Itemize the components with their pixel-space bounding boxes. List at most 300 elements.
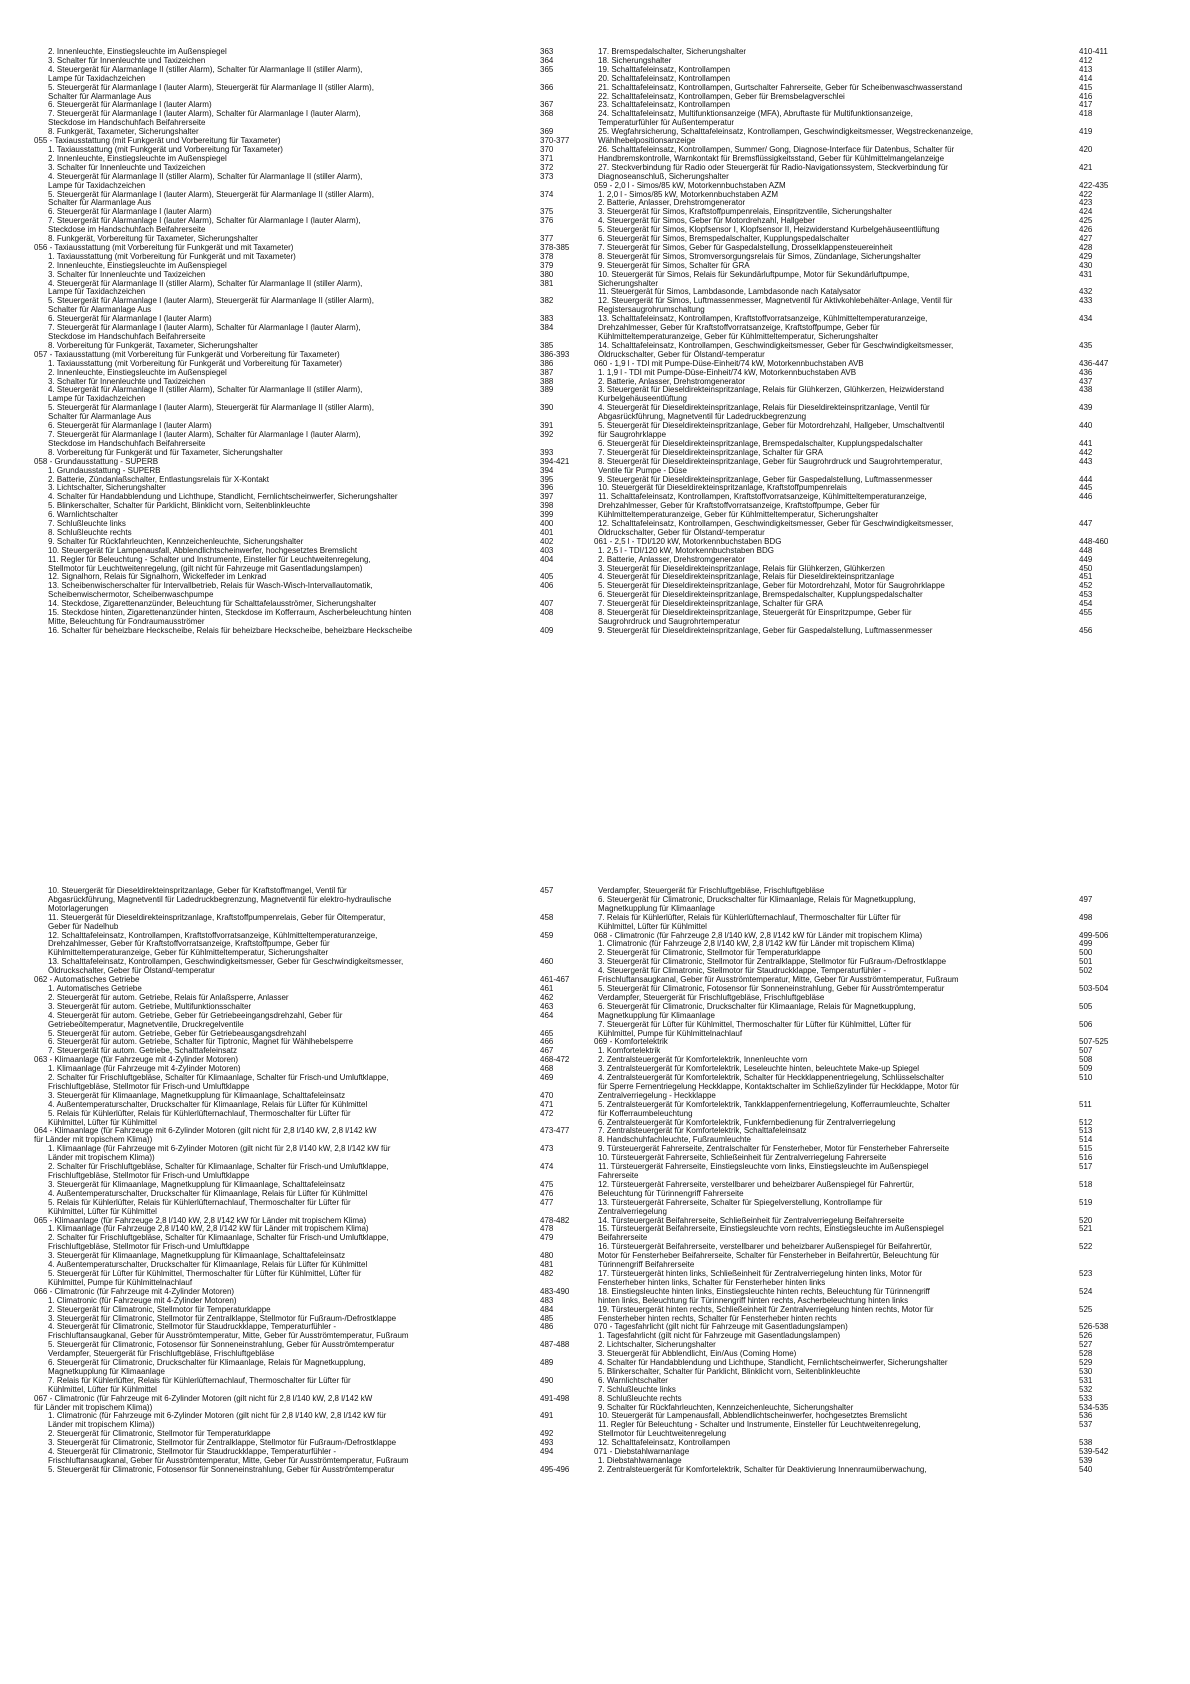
toc-entry-page: 449 — [1079, 554, 1093, 564]
toc-entry-page: 424 — [1079, 207, 1093, 217]
toc-entry-page: 534-535 — [1079, 1402, 1109, 1412]
toc-entry-page: 470 — [540, 1090, 554, 1100]
toc-entry — [48, 1162, 554, 1181]
toc-entry — [48, 501, 554, 511]
toc-entry-title: 10. Steuergerät für Dieseldirekteinspritzanlage, Geber für Kraftstoffmangel, Ventil für Abgasrückführung, Magnetventil für Ladedruckbegrenzung, Magnetventil für elektro-hydraulische Motorlagerungen — [48, 886, 392, 913]
toc-entry-title: 7. Schlußleuchte links — [598, 1384, 676, 1394]
toc-entry-title: 2. Batterie, Anlasser, Drehstromgenerator — [598, 376, 746, 386]
toc-entry-page: 461 — [540, 983, 554, 993]
toc-entry-page: 401 — [540, 527, 554, 537]
toc-entry-page: 532 — [1079, 1384, 1093, 1394]
toc-entry-title: 1. Taxiausstattung (mit Vorbereitung für Funkgerät und mit Taxameter) — [48, 251, 296, 261]
toc-entry-page: 478 — [540, 1224, 554, 1234]
toc-entry-title: 063 - Klimaanlage (für Fahrzeuge mit 4-Zylinder Motoren) — [34, 1055, 239, 1065]
toc-entry-page: 530 — [1079, 1366, 1093, 1376]
toc-entry-page: 443 — [1079, 456, 1093, 466]
toc-entry-title: 3. Schalter für Innenleuchte und Taxizeichen — [48, 162, 206, 172]
toc-entry-page: 487-488 — [540, 1340, 570, 1350]
toc-entry-page: 520 — [1079, 1215, 1093, 1225]
toc-entry — [48, 957, 554, 976]
toc-entry-title: 7. Steuergerät für Dieseldirekteinspritzanlage, Schalter für GRA — [598, 447, 823, 457]
toc-entry-title: 067 - Climatronic (für Fahrzeuge mit 6-Zylinder Motoren (gilt nicht für 2,8 l/140 kW, 2,8 l/142 kW für Länder mit tropischem Klima)) — [34, 1393, 373, 1412]
toc-entry-page: 427 — [1079, 234, 1093, 244]
toc-entry-title: 3. Schalter für Innenleuchte und Taxizeichen — [48, 269, 206, 279]
toc-entry-page: 412 — [1079, 55, 1093, 65]
toc-entry-page: 365 — [540, 64, 554, 74]
toc-entry — [48, 1322, 554, 1341]
toc-entry-title: 065 - Klimaanlage (für Fahrzeuge 2,8 l/140 kW, 2,8 l/142 kW für Länder mit tropischem Klima) — [34, 1215, 367, 1225]
toc-entry — [48, 1340, 570, 1359]
toc-entry-page: 368 — [540, 109, 554, 119]
toc-entry-title: 2. Innenleuchte, Einstiegsleuchte im Außenspiegel — [48, 47, 227, 56]
toc-entry — [48, 1010, 554, 1030]
toc-entry-title: 5. Steuergerät für Climatronic, Fotosensor für Sonneneinstrahlung, Geber für Ausströmtemperatur — [48, 1464, 395, 1474]
toc-entry-title: 9. Schalter für Rückfahrleuchten, Kennzeichenleuchte, Sicherungshalter — [598, 1402, 854, 1412]
toc-section-heading — [594, 1037, 1117, 1047]
toc-entry-page: 464 — [540, 1010, 554, 1020]
toc-entry-page: 480 — [540, 1251, 554, 1261]
toc-entry-title: 6. Steuergerät für Climatronic, Druckschalter für Klimaanlage, Relais für Magnetkupplung, Magnetkupplung für Klimaanlage — [598, 894, 916, 913]
toc-entry-page: 374 — [540, 189, 554, 199]
toc-entry-page: 499 — [1079, 939, 1093, 949]
toc-entry-title: 13. Scheibenwischerschalter für Intervallbetrieb, Relais für Wasch-Wisch-Intervallautomatik, Scheibenwischermotor, Scheibenwaschpumpe — [48, 581, 373, 600]
toc-entry-title: 5. Steuergerät für Dieseldirekteinspritzanlage, Geber für Motordrehzahl, Hallgeber, Umschaltventil für Saugrohrklappe — [598, 421, 945, 439]
toc-entry-page: 510 — [1079, 1073, 1093, 1083]
toc-entry-title: 059 - 2,0 l - Simos/85 kW, Motorkennbuchstaben AZM — [594, 180, 786, 190]
toc-entry-page: 393 — [540, 447, 554, 457]
toc-entry — [598, 271, 1117, 289]
toc-entry-title: 069 - Komfortelektrik — [594, 1037, 668, 1047]
toc-entry-title: 7. Relais für Kühlerlüfter, Relais für Kühlerlüfternachlauf, Thermoschalter für Lüfter für Kühlmittel, Lüfter für Kühlmittel — [48, 1375, 351, 1394]
toc-entry-title: 6. Steuergerät für Climatronic, Druckschalter für Klimaanlage, Relais für Magnetkupplung, Magnetkupplung für Klimaanlage — [598, 1001, 916, 1020]
toc-entry — [598, 609, 1117, 627]
toc-entry — [598, 1181, 1117, 1199]
toc-entry-title: 12. Signalhorn, Relais für Signalhorn, Wickelfeder im Lenkrad — [48, 572, 267, 582]
toc-entry-page: 426 — [1079, 225, 1093, 235]
toc-entry-title: 2. Steuergerät für autom. Getriebe, Relais für Anlaßsperre, Anlasser — [48, 992, 289, 1002]
toc-entry-page: 418 — [1079, 109, 1093, 119]
toc-entry — [598, 1021, 1117, 1039]
toc-entry-page: 529 — [1079, 1358, 1093, 1368]
toc-entry-title: 5. Steuergerät für Alarmanlage I (lauter Alarm), Steuergerät für Alarmanlage II (stiller Alarm), Schalter für Alarmanlage Aus — [48, 82, 374, 101]
toc-entry-title: 2. Batterie, Zündanlaßschalter, Entlastungsrelais für X-Kontakt — [48, 474, 270, 484]
toc-entry-page: 506 — [1079, 1019, 1093, 1029]
toc-entry-page: 430 — [1079, 260, 1093, 270]
toc-entry — [48, 554, 554, 574]
toc-entry-page: 420 — [1079, 144, 1093, 154]
toc-entry-title: 2. Steuergerät für Climatronic, Stellmotor für Temperaturklappe — [48, 1304, 271, 1314]
toc-entry-page: 372 — [540, 162, 554, 172]
toc-entry-page: 513 — [1079, 1126, 1093, 1136]
toc-entry-title: 10. Türsteuergerät Fahrerseite, Schließeinheit für Zentralverriegelung Fahrerseite — [598, 1153, 887, 1163]
toc-entry-page: 375 — [540, 207, 554, 217]
toc-entry-title: 14. Schalttafeleinsatz, Kontrollampen, Geschwindigkeitsmesser, Geber für Geschwindigkeitsmesser, Öldruckschalter, Geber für Ölstand/-temperatur — [598, 340, 954, 359]
toc-entry-page: 442 — [1079, 447, 1093, 457]
toc-entry-title: 9. Steuergerät für Dieseldirekteinspritzanlage, Geber für Gaspedalstellung, Luftmassenmesser — [598, 625, 933, 635]
toc-entry-page: 508 — [1079, 1055, 1093, 1065]
toc-entry-page: 380 — [540, 269, 554, 279]
toc-entry-page: 381 — [540, 278, 554, 288]
toc-entry — [598, 404, 1117, 422]
toc-entry-title: 060 - 1,9 l - TDI mit Pumpe-Düse-Einheit/74 kW, Motorkennbuchstaben AVB — [594, 358, 864, 368]
toc-entry-title: 5. Steuergerät für Dieseldirekteinspritzanlage, Geber für Motordrehzahl, Motor für Saugrohrklappe — [598, 581, 945, 591]
toc-entry-page: 390 — [540, 403, 554, 413]
toc-column-bottom-left — [34, 886, 570, 1475]
toc-entry-page: 436-447 — [1079, 358, 1109, 368]
toc-entry — [48, 171, 554, 191]
toc-entry — [598, 914, 1117, 932]
toc-entry-title: 071 - Diebstahlwarnanlage — [594, 1447, 690, 1457]
toc-entry-page: 410-411 — [1079, 47, 1108, 56]
toc-entry-page: 444 — [1079, 474, 1093, 484]
toc-entry — [598, 1270, 1117, 1288]
toc-entry-page: 461-467 — [540, 975, 570, 985]
toc-entry — [48, 1233, 554, 1252]
toc-entry-title: 8. Funkgerät, Taxameter, Sicherungshalter — [48, 127, 199, 137]
toc-entry-title: 5. Relais für Kühlerlüfter, Relais für Kühlerlüfternachlauf, Thermoschalter für Lüfter für Kühlmittel, Lüfter für Kühlmittel — [48, 1108, 351, 1127]
toc-entry-title: 6. Steuergerät für Alarmanlage I (lauter Alarm) — [48, 314, 212, 324]
toc-entry — [48, 323, 554, 342]
toc-entry-page: 440 — [1079, 421, 1093, 431]
toc-entry-title: 2. Innenleuchte, Einstiegsleuchte im Außenspiegel — [48, 153, 227, 163]
toc-entry — [48, 403, 554, 422]
toc-entry-title: 21. Schalttafeleinsatz, Kontrollampen, Gurtschalter Fahrerseite, Geber für Scheibenwaschwasserstand — [598, 82, 963, 92]
toc-entry-title: 061 - 2,5 l - TDI/120 kW, Motorkennbuchstaben BDG — [594, 536, 782, 546]
toc-entry-page: 477 — [540, 1197, 554, 1207]
toc-entry-page: 394 — [540, 465, 554, 475]
toc-entry — [48, 930, 554, 959]
toc-entry — [598, 493, 1117, 520]
toc-entry-title: 1. Climatronic (für Fahrzeuge mit 4-Zylinder Motoren) — [48, 1295, 237, 1305]
toc-entry-title: 058 - Grundausstattung - SUPERB — [34, 456, 159, 466]
toc-entry-page: 386-393 — [540, 349, 570, 359]
toc-entry-title: 1. 2,5 l - TDI/120 kW, Motorkennbuchstaben BDG — [598, 545, 774, 555]
toc-entry-title: 15. Steckdose hinten, Zigarettenanzünder hinten, Steckdose im Kofferraum, Ascherbeleuchtung hinten Mitte, Beleuchtung für Fondraumausströmer — [48, 608, 412, 626]
toc-entry-title: 10. Steuergerät für Lampenausfall, Abblendlichtscheinwerfer, hochgesetztes Bremslicht — [598, 1411, 908, 1421]
toc-entry-title: 17. Türsteuergerät hinten links, Schließeinheit für Zentralverriegelung hinten links, Motor für Fensterheber hinten links, Schalter für Fensterheber hinten links — [598, 1268, 923, 1287]
toc-entry-page: 458 — [540, 912, 554, 922]
toc-entry-page: 471 — [540, 1099, 554, 1109]
toc-entry-title: 11. Schalttafeleinsatz, Kontrollampen, Kraftstoffvorratsanzeige, Kühlmitteltemperaturanzeige, Drehzahlmesser, Geber für Kraftstoffvorratsanzeige, Kraftstoffpumpe, Geber für Kühlmitteltemperaturanzeige, Geber für Kühlmitteltemperatur, Sicherungshalter — [598, 492, 927, 520]
toc-entry-title: 1. Tagesfahrlicht (gilt nicht für Fahrzeuge mit Gasentladungslampen) — [598, 1331, 841, 1341]
toc-entry-page: 448 — [1079, 545, 1093, 555]
toc-entry-title: 6. Steuergerät für Alarmanlage I (lauter Alarm) — [48, 100, 212, 110]
toc-entry-title: 7. Steuergerät für Alarmanlage I (lauter Alarm), Schalter für Alarmanlage I (lauter Alarm), Steckdose im Handschuhfach Beifahrerseite — [48, 109, 361, 128]
toc-entry-title: 20. Schalttafeleinsatz, Kontrollampen — [598, 73, 731, 83]
toc-entry — [48, 608, 554, 627]
toc-entry-page: 431 — [1079, 269, 1093, 279]
toc-entry-page: 435 — [1079, 340, 1093, 350]
toc-entry — [48, 625, 554, 636]
toc-entry-title: 5. Blinkerschalter, Schalter für Parklicht, Blinklicht vorn, Seitenblinkleuchte — [598, 1366, 861, 1376]
toc-entry-title: 1. 2,0 l - Simos/85 kW, Motorkennbuchstaben AZM — [598, 189, 779, 199]
toc-entry-page: 475 — [540, 1179, 554, 1189]
toc-entry-page: 397 — [540, 492, 554, 502]
toc-entry-page: 501 — [1079, 957, 1093, 967]
toc-entry-page: 385 — [540, 340, 554, 350]
toc-entry — [48, 429, 554, 449]
toc-entry-title: 3. Schalter für Innenleuchte und Taxizeichen — [48, 376, 206, 386]
toc-entry-page: 383 — [540, 314, 554, 324]
toc-entry-page: 486 — [540, 1322, 554, 1332]
toc-entry-title: 14. Türsteuergerät Beifahrerseite, Schließeinheit für Zentralverriegelung Beifahrerseite — [598, 1215, 905, 1225]
toc-entry-title: 27. Steckverbindung für Radio oder Steuergerät für Radio-Navigationssystem, Steckverbindung für Diagnoseanschluß, Sicherungshalter — [598, 162, 948, 181]
toc-entry-page: 521 — [1079, 1224, 1093, 1234]
toc-entry-title: 1. Taxiausstattung (mit Funkgerät und Vorbereitung für Taxameter) — [48, 144, 283, 154]
toc-entry — [48, 581, 554, 600]
toc-entry-title: 3. Steuergerät für Klimaanlage, Magnetkupplung für Klimaanlage, Schalttafeleinsatz — [48, 1251, 346, 1261]
toc-entry-page: 494 — [540, 1447, 554, 1457]
toc-entry-page: 433 — [1079, 296, 1093, 306]
toc-entry-title: 11. Regler für Beleuchtung - Schalter und Instrumente, Einsteller für Leuchtweitenregelung, Stellmotor für Leuchtweitenregelung — [598, 1420, 921, 1439]
toc-entry-title: 070 - Tagesfahrlicht (gilt nicht für Fahrzeuge mit Gasentladungslampen) — [594, 1322, 848, 1332]
toc-entry-title: 4. Steuergerät für Dieseldirekteinspritzanlage, Relais für Dieseldirekteinspritzanlage, Ventil für Abgasrückführung, Magnetventil für Ladedruckbegrenzung — [598, 403, 930, 422]
toc-entry-title: 11. Steuergerät für Dieseldirekteinspritzanlage, Kraftstoffpumpenrelais, Geber für Öltemperatur, Geber für Nadelhub — [48, 912, 386, 931]
toc-entry-page: 445 — [1079, 483, 1093, 493]
toc-entry-page: 495-496 — [540, 1464, 570, 1474]
toc-entry-page: 384 — [540, 323, 554, 333]
toc-entry-page: 492 — [540, 1429, 554, 1439]
toc-entry-page: 489 — [540, 1358, 554, 1368]
toc-entry-page: 415 — [1079, 82, 1093, 92]
toc-entry-page: 398 — [540, 501, 554, 511]
toc-entry-title: 6. Steuergerät für Dieseldirekteinspritzanlage, Bremspedalschalter, Kupplungspedalschalter — [598, 438, 923, 448]
toc-entry-page: 517 — [1079, 1162, 1093, 1172]
toc-entry-title: 12. Steuergerät für Simos, Luftmassenmesser, Magnetventil für Aktivkohlebehälter-Anlage, Ventil für Registersaugrohrumschaltung — [598, 296, 953, 315]
toc-entry-title: 2. Innenleuchte, Einstiegsleuchte im Außenspiegel — [48, 367, 227, 377]
toc-entry-title: 5. Steuergerät für Alarmanlage I (lauter Alarm), Steuergerät für Alarmanlage II (stiller Alarm), Schalter für Alarmanlage Aus — [48, 189, 374, 208]
toc-entry-page: 394-421 — [540, 456, 570, 466]
toc-entry-title: 6. Steuergerät für autom. Getriebe, Schalter für Tiptronic, Magnet für Wählhebelsperre — [48, 1037, 354, 1047]
toc-entry-title: 7. Schlußleuchte links — [48, 519, 126, 529]
toc-entry-title: 6. Steuergerät für Alarmanlage I (lauter Alarm) — [48, 421, 212, 431]
toc-entry-title: 22. Schalttafeleinsatz, Kontrollampen, Geber für Bremsbelagverschlei — [598, 91, 845, 101]
toc-entry-title: 19. Schalttafeleinsatz, Kontrollampen — [598, 64, 731, 74]
toc-entry-page: 462 — [540, 992, 554, 1002]
toc-entry-title: 4. Steuergerät für Alarmanlage II (stiller Alarm), Schalter für Alarmanlage II (stiller Alarm), Lampe für Taxidachzeichen — [48, 171, 363, 190]
toc-entry-title: 1. Klimaanlage (für Fahrzeuge mit 4-Zylinder Motoren) — [48, 1064, 241, 1074]
toc-entry-page: 499-506 — [1079, 930, 1109, 940]
toc-entry-page: 389 — [540, 385, 554, 395]
toc-entry-page: 472 — [540, 1108, 554, 1118]
toc-entry-page: 493 — [540, 1438, 554, 1448]
toc-entry-page: 416 — [1079, 91, 1093, 101]
toc-entry-page: 400 — [540, 519, 554, 529]
toc-entry-page: 479 — [540, 1233, 554, 1243]
toc-entry-title: 2. Schalter für Frischluftgebläse, Schalter für Klimaanlage, Schalter für Frisch-und Umluftklappe, Frischluftgebläse, Stellmotor für Frisch-und Umluftklappe — [48, 1073, 389, 1091]
toc-entry-title: 7. Steuergerät für Alarmanlage I (lauter Alarm), Schalter für Alarmanlage I (lauter Alarm), Steckdose im Handschuhfach Beifahrerseite — [48, 216, 361, 235]
toc-entry-page: 452 — [1079, 581, 1093, 591]
toc-entry-title: 8. Steuergerät für Simos, Stromversorgungsrelais für Simos, Zündanlage, Sicherungshalter — [598, 251, 921, 261]
toc-entry — [598, 110, 1117, 128]
toc-entry-title: 2. Lichtschalter, Sicherungshalter — [598, 1340, 716, 1350]
toc-entry — [48, 189, 554, 209]
toc-entry-title: 2. Batterie, Anlasser, Drehstromgenerator — [598, 198, 746, 208]
toc-entry-title: 3. Steuergerät für Climatronic, Stellmotor für Zentralklappe, Stellmotor für Fußraum-/Defrostklappe — [598, 957, 947, 967]
toc-entry — [598, 128, 1117, 146]
toc-entry-title: 6. Steuergerät für Alarmanlage I (lauter Alarm) — [48, 207, 212, 217]
toc-entry-page: 522 — [1079, 1242, 1093, 1252]
toc-entry-title: 7. Steuergerät für Lüfter für Kühlmittel, Thermoschalter für Lüfter für Kühlmittel, Lüfter für Kühlmittel, Pumpe für Kühlmittelnachlauf — [598, 1019, 912, 1038]
toc-entry-title: 057 - Taxiausstattung (mit Vorbereitung für Funkgerät und Vorbereitung für Taxameter) — [34, 349, 340, 359]
toc-entry — [598, 1466, 1117, 1475]
toc-entry-page: 403 — [540, 545, 554, 555]
toc-entry-page: 507-525 — [1079, 1037, 1109, 1047]
toc-entry-page: 473-477 — [540, 1126, 570, 1136]
toc-entry-title: 8. Schlußleuchte rechts — [48, 527, 132, 537]
toc-entry-title: 4. Schalter für Handabblendung und Lichthupe, Standlicht, Fernlichtscheinwerfer, Sicherungshalter — [598, 1358, 948, 1368]
toc-entry-title: 4. Schalter für Handabblendung und Lichthupe, Standlicht, Fernlichtscheinwerfer, Sicherungshalter — [48, 492, 398, 502]
toc-entry — [48, 1268, 554, 1288]
toc-entry — [598, 1101, 1117, 1119]
toc-entry-page: 419 — [1079, 127, 1093, 137]
toc-entry-title: 14. Steckdose, Zigarettenanzünder, Beleuchtung für Schalttafelausströmer, Sicherungshalter — [48, 599, 377, 609]
toc-entry-title: 13. Schalttafeleinsatz, Kontrollampen, Kraftstoffvorratsanzeige, Kühlmitteltemperaturanzeige, Drehzahlmesser, Geber für Kraftstoffvorratsanzeige, Kraftstoffpumpe, Geber für Kühlmitteltemperaturanzeige, Geber für Kühlmitteltemperatur, Sicherungshalter — [598, 314, 928, 341]
toc-entry-title: 5. Blinkerschalter, Schalter für Parklicht, Blinklicht vorn, Seitenblinkleuchte — [48, 501, 311, 511]
toc-entry-title: 5. Relais für Kühlerlüfter, Relais für Kühlerlüfternachlauf, Thermoschalter für Lüfter für Kühlmittel, Lüfter für Kühlmittel — [48, 1197, 351, 1216]
toc-entry-title: 18. Sicherungshalter — [598, 55, 672, 65]
toc-entry — [48, 385, 554, 404]
toc-entry-title: Verdampfer, Steuergerät für Frischluftgebläse, Frischluftgebläse — [598, 886, 825, 895]
toc-entry-title: 6. Zentralsteuergerät für Komfortelektrik, Funkfernbedienung für Zentralverriegelung — [598, 1117, 896, 1127]
toc-entry — [48, 1073, 554, 1092]
toc-entry-page: 366 — [540, 82, 554, 92]
toc-entry-page: 376 — [540, 216, 554, 226]
toc-entry-title: 2. Innenleuchte, Einstiegsleuchte im Außenspiegel — [48, 260, 227, 270]
toc-entry-title: 3. Steuergerät für Climatronic, Stellmotor für Zentralklappe, Stellmotor für Fußraum-/Defrostklappe — [48, 1438, 397, 1448]
toc-entry — [48, 1464, 570, 1475]
toc-entry-title: 13. Türsteuergerät Fahrerseite, Schalter für Spiegelverstellung, Kontrollampe für Zentralverriegelung — [598, 1197, 883, 1216]
toc-entry-title: 1. Climatronic (für Fahrzeuge mit 6-Zylinder Motoren (gilt nicht für 2,8 l/140 kW, 2,8 l/142 kW für Länder mit tropischem Klima)) — [48, 1411, 387, 1430]
toc-entry-page: 364 — [540, 55, 554, 65]
toc-entry-title: 16. Türsteuergerät Beifahrerseite, verstellbarer und beheizbarer Außenspiegel für Beifahrertür, Motor für Fensterheber Beifahrerseite, Schalter für Fensterheber in Beifahrertür, Beleuchtung für Türinnengriff Beifahrerseite — [598, 1242, 940, 1270]
toc-entry-page: 423 — [1079, 198, 1093, 208]
toc-entry-title: 2. Schalter für Frischluftgebläse, Schalter für Klimaanlage, Schalter für Frisch-und Umluftklappe, Frischluftgebläse, Stellmotor für Frisch-und Umluftklappe — [48, 1162, 389, 1180]
toc-entry-page: 536 — [1079, 1411, 1093, 1421]
toc-entry — [598, 146, 1117, 164]
toc-entry-title: 2. Steuergerät für Climatronic, Stellmotor für Temperaturklappe — [598, 948, 821, 958]
toc-entry-page: 436 — [1079, 367, 1093, 377]
toc-entry-title: 26. Schalttafeleinsatz, Kontrollampen, Summer/ Gong, Diagnose-Interface für Datenbus, Schalter für Handbremskontrolle, Warnkontakt für Bremsflüssigkeitsstand, Geber für Kühlmittelmangelanzeige — [598, 144, 955, 163]
toc-entry-page: 528 — [1079, 1349, 1093, 1359]
toc-entry-title: 4. Steuergerät für Alarmanlage II (stiller Alarm), Schalter für Alarmanlage II (stiller Alarm), Lampe für Taxidachzeichen — [48, 64, 363, 83]
toc-entry-page: 406 — [540, 581, 554, 591]
toc-entry-title: 3. Zentralsteuergerät für Komfortelektrik, Leseleuchte hinten, beleuchtete Make-up Spiegel — [598, 1064, 920, 1074]
toc-entry-page: 540 — [1079, 1464, 1093, 1474]
toc-entry-title: 4. Außentemperaturschalter, Druckschalter für Klimaanlage, Relais für Lüfter für Kühlmittel — [48, 1099, 368, 1109]
toc-entry-title: 056 - Taxiausstattung (mit Vorbereitung für Funkgerät und mit Taxameter) — [34, 242, 294, 252]
toc-entry-page: 429 — [1079, 251, 1093, 261]
toc-entry-page: 459 — [540, 930, 554, 940]
toc-section-heading — [34, 1126, 570, 1145]
toc-entry-title: 4. Steuergerät für Alarmanlage II (stiller Alarm), Schalter für Alarmanlage II (stiller Alarm), Lampe für Taxidachzeichen — [48, 278, 363, 297]
toc-entry — [48, 912, 554, 932]
toc-entry-title: 5. Zentralsteuergerät für Komfortelektrik, Tankklappenfernentriegelung, Kofferraumleuchte, Schalter für Kofferraumbeleuchtung — [598, 1099, 950, 1118]
toc-entry — [598, 520, 1117, 538]
toc-entry — [48, 1411, 554, 1430]
toc-entry-page: 533 — [1079, 1393, 1093, 1403]
toc-entry-page: 391 — [540, 421, 554, 431]
toc-entry-title: 3. Steuergerät für Klimaanlage, Magnetkupplung für Klimaanlage, Schalttafeleinsatz — [48, 1090, 346, 1100]
toc-entry-page: 476 — [540, 1188, 554, 1198]
toc-entry-page: 441 — [1079, 438, 1093, 448]
toc-entry-title: 068 - Climatronic (für Fahrzeuge 2,8 l/140 kW, 2,8 l/142 kW für Länder mit tropischem Klima) — [594, 930, 923, 940]
toc-entry-page: 451 — [1079, 572, 1093, 582]
toc-entry-page: 446 — [1079, 492, 1093, 502]
toc-entry-title: 10. Steuergerät für Dieseldirekteinspritzanlage, Kraftstoffpumpenrelais — [598, 483, 847, 493]
toc-entry-page: 387 — [540, 367, 554, 377]
toc-entry-title: 2. Batterie, Anlasser, Drehstromgenerator — [598, 554, 746, 564]
toc-entry-title: 7. Steuergerät für Alarmanlage I (lauter Alarm), Schalter für Alarmanlage I (lauter Alarm), Steckdose im Handschuhfach Beifahrerseite — [48, 429, 361, 448]
toc-entry-page: 370 — [540, 144, 554, 154]
toc-entry-title: 5. Steuergerät für Simos, Klopfsensor I, Klopfsensor II, Heizwiderstand Kurbelgehäuseentlüftung — [598, 225, 940, 235]
toc-entry-page: 457 — [540, 886, 554, 895]
toc-entry — [48, 296, 554, 315]
toc-entry-title: 11. Türsteuergerät Fahrerseite, Einstiegsleuchte vorn links, Einstiegsleuchte im Außenspiegel Fahrerseite — [598, 1162, 929, 1180]
toc-entry-title: 7. Steuergerät für autom. Getriebe, Schalttafeleinsatz — [48, 1046, 237, 1056]
toc-entry-page: 388 — [540, 376, 554, 386]
toc-entry-page: 518 — [1079, 1179, 1093, 1189]
toc-entry-title: 17. Bremspedalschalter, Sicherungshalter — [598, 47, 747, 56]
toc-entry-title: 7. Relais für Kühlerlüfter, Relais für Kühlerlüfternachlauf, Thermoschalter für Lüfter für Kühlmittel, Lüfter für Kühlmittel — [598, 912, 901, 931]
toc-entry-page: 466 — [540, 1037, 554, 1047]
toc-entry-page: 491 — [540, 1411, 554, 1421]
toc-entry — [598, 1225, 1117, 1243]
toc-column-bottom-right — [594, 886, 1117, 1475]
toc-entry-page: 392 — [540, 429, 554, 439]
toc-entry-page: 503-504 — [1079, 983, 1109, 993]
toc-entry — [48, 1108, 554, 1128]
toc-entry-page: 407 — [540, 599, 554, 609]
toc-entry-title: 7. Zentralsteuergerät für Komfortelektrik, Schalttafeleinsatz — [598, 1126, 807, 1136]
toc-entry-title: 15. Türsteuergerät Beifahrerseite, Einstiegsleuchte vorn rechts, Einstiegsleuchte im Außenspiegel Beifahrerseite — [598, 1224, 944, 1243]
toc-entry-title: 2. Schalter für Frischluftgebläse, Schalter für Klimaanlage, Schalter für Frisch-und Umluftklappe, Frischluftgebläse, Stellmotor für Frisch-und Umluftklappe — [48, 1233, 389, 1252]
toc-entry — [598, 896, 1117, 914]
toc-entry-title: 9. Steuergerät für Simos, Schalter für GRA — [598, 260, 750, 270]
toc-entry-title: 1. Diebstahlwarnanlage — [598, 1456, 682, 1465]
toc-entry-title: 24. Schalttafeleinsatz, Multifunktionsanzeige (MFA), Abruftaste für Multifunktionsanzeige, Temperaturfühler für Außentemperatur — [598, 109, 913, 128]
toc-entry-page: 455 — [1079, 608, 1093, 618]
toc-entry-title: 066 - Climatronic (für Fahrzeuge mit 4-Zylinder Motoren) — [34, 1286, 235, 1296]
toc-entry-page: 512 — [1079, 1117, 1093, 1127]
toc-entry-page: 448-460 — [1079, 536, 1109, 546]
toc-entry-page: 526-538 — [1079, 1322, 1109, 1332]
toc-entry-page: 465 — [540, 1028, 554, 1038]
toc-entry-page: 402 — [540, 536, 554, 546]
toc-entry-page: 379 — [540, 260, 554, 270]
toc-entry-page: 516 — [1079, 1153, 1093, 1163]
toc-entry-page: 363 — [540, 47, 554, 56]
toc-entry — [598, 342, 1117, 360]
toc-entry-title: 7. Steuergerät für Dieseldirekteinspritzanlage, Schalter für GRA — [598, 599, 823, 609]
toc-entry-title: 12. Schalttafeleinsatz, Kontrollampen, Kraftstoffvorratsanzeige, Kühlmitteltemperaturanzeige, Drehzahlmesser, Geber für Kraftstoffvorratsanzeige, Kraftstoffpumpe, Geber für Kühlmitteltemperaturanzeige, Geber für Kühlmitteltemperatur, Sicherungshalter — [48, 930, 378, 958]
toc-entry-page: 523 — [1079, 1268, 1093, 1278]
toc-entry — [598, 627, 1117, 636]
toc-entry-page: 405 — [540, 572, 554, 582]
toc-entry-title: 8. Vorbereitung für Funkgerät und für Taxameter, Sicherungshalter — [48, 447, 283, 457]
toc-entry-page: 460 — [540, 957, 554, 967]
toc-entry-page: 498 — [1079, 912, 1093, 922]
toc-entry-title: 3. Steuergerät für Simos, Kraftstoffpumpenrelais, Einspritzventile, Sicherungshalter — [598, 207, 892, 217]
toc-entry-page: 408 — [540, 608, 554, 618]
toc-entry-page: 370-377 — [540, 136, 570, 146]
toc-entry-page: 447 — [1079, 519, 1093, 529]
toc-entry — [598, 315, 1117, 342]
toc-entry-title: 4. Steuergerät für Climatronic, Stellmotor für Staudruckklappe, Temperaturfühler - Frischluftansaugkanal, Geber für Ausströmtemperatur, Mitte, Geber für Ausströmtemperatur, Fußraum — [48, 1322, 409, 1341]
toc-entry — [48, 886, 554, 914]
toc-entry-title: 2. Steuergerät für Climatronic, Stellmotor für Temperaturklappe — [48, 1429, 271, 1439]
toc-entry-page: 378-385 — [540, 242, 570, 252]
